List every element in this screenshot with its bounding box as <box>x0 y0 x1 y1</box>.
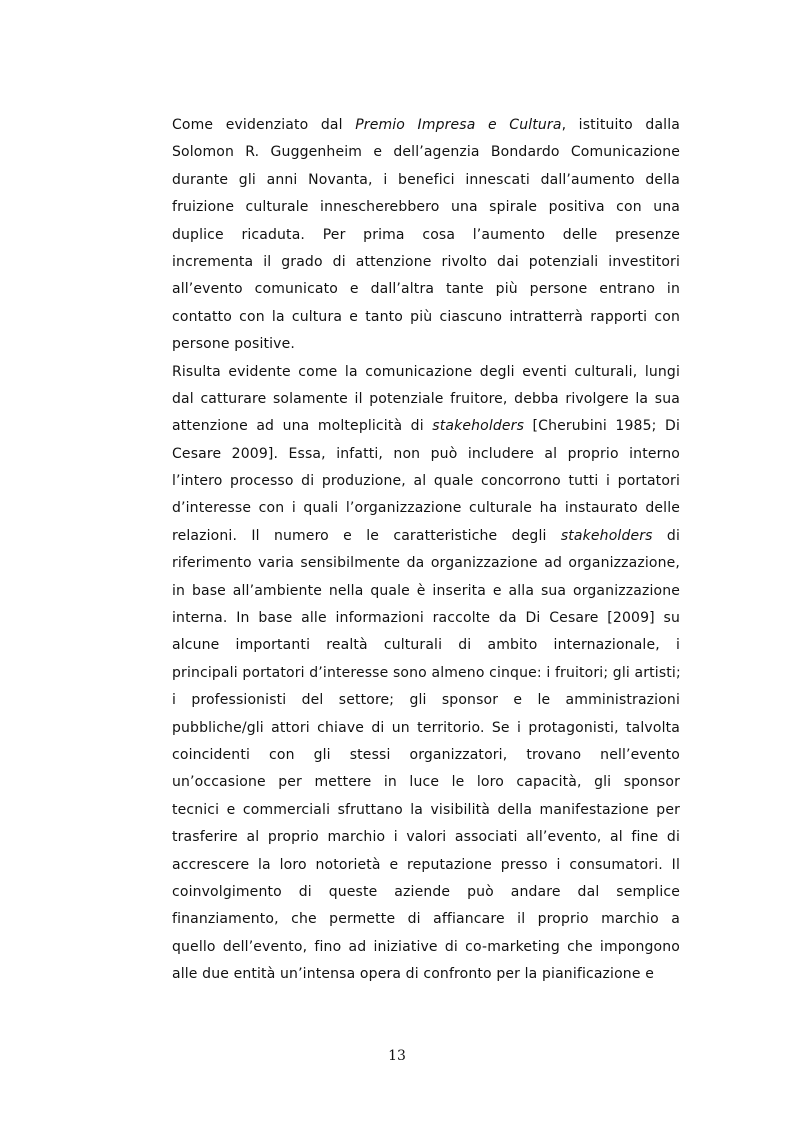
text-run: di <box>652 527 680 544</box>
text-run: pubbliche/gli attori chiave di un territorio. Se i protagonisti, talvolta <box>172 719 680 736</box>
text-run: finanziamento, che permette di affiancare il proprio marchio a <box>172 911 680 928</box>
text-run: dal catturare solamente il potenziale fruitore, debba rivolgere la sua <box>172 390 680 407</box>
text-run: all’evento comunicato e dall’altra tante più persone entrano in <box>172 281 680 298</box>
paragraph <box>172 359 680 989</box>
text-run: principali portatori d’interesse sono almeno cinque: i fruitori; gli artisti; <box>172 664 681 681</box>
italic-text-run: stakeholders <box>432 418 525 435</box>
text-run: alcune importanti realtà culturali di ambito internazionale, i <box>172 637 680 654</box>
text-run: riferimento varia sensibilmente da organizzazione ad organizzazione, <box>172 555 680 572</box>
text-line <box>172 468 680 495</box>
text-line <box>172 276 680 303</box>
text-run: , istituito dalla <box>561 117 680 133</box>
text-run: trasferire al proprio marchio i valori associati all’evento, al fine di <box>172 829 680 846</box>
body-text <box>172 112 680 989</box>
text-line <box>172 550 680 577</box>
text-line <box>172 386 680 413</box>
text-line <box>172 523 680 550</box>
text-run: [Cherubini 1985; Di <box>524 418 680 435</box>
text-run: persone positive. <box>172 336 295 353</box>
text-run: tecnici e commerciali sfruttano la visibilità della manifestazione per <box>172 801 680 818</box>
text-line <box>172 797 680 824</box>
text-line <box>172 961 680 988</box>
text-line <box>172 742 680 769</box>
text-line <box>172 304 680 331</box>
text-line <box>172 194 680 221</box>
text-line <box>172 441 680 468</box>
text-line <box>172 413 680 440</box>
text-run: attenzione ad una molteplicità di <box>172 418 433 435</box>
text-run: relazioni. Il numero e le caratteristiche degli <box>172 527 561 544</box>
text-line <box>172 331 680 358</box>
text-line <box>172 934 680 961</box>
text-run: duplice ricaduta. Per prima cosa l’aumento delle presenze <box>172 226 680 243</box>
text-run: l’intero processo di produzione, al quale concorrono tutti i portatori <box>172 473 680 490</box>
text-line <box>172 578 680 605</box>
text-line <box>172 769 680 796</box>
text-line <box>172 495 680 522</box>
text-line <box>172 112 680 139</box>
text-line <box>172 824 680 851</box>
text-run: incrementa il grado di attenzione rivolto dai potenziali investitori <box>172 253 680 270</box>
paragraph <box>172 112 680 359</box>
text-line <box>172 852 680 879</box>
italic-text-run: stakeholders <box>560 527 653 544</box>
text-run: durante gli anni Novanta, i benefici innescati dall’aumento della <box>172 171 680 188</box>
text-line <box>172 249 680 276</box>
text-line <box>172 879 680 906</box>
text-run: in base all’ambiente nella quale è inserita e alla sua organizzazione <box>172 582 680 599</box>
text-line <box>172 167 680 194</box>
text-run: coincidenti con gli stessi organizzatori, trovano nell’evento <box>172 746 680 763</box>
text-run: Risulta evidente come la comunicazione degli eventi culturali, lungi <box>172 363 680 380</box>
text-run: coinvolgimento di queste aziende può andare dal semplice <box>172 883 680 900</box>
text-run: quello dell’evento, fino ad iniziative di co-marketing che impongono <box>172 938 680 955</box>
text-line <box>172 906 680 933</box>
text-run: i professionisti del settore; gli sponsor e le amministrazioni <box>172 692 680 709</box>
text-line <box>172 359 680 386</box>
text-run: contatto con la cultura e tanto più ciascuno intratterrà rapporti con <box>172 308 680 325</box>
text-line <box>172 139 680 166</box>
text-line <box>172 660 680 687</box>
text-line <box>172 222 680 249</box>
text-line <box>172 632 680 659</box>
text-run: Come evidenziato dal <box>172 117 356 133</box>
text-run: accrescere la loro notorietà e reputazione presso i consumatori. Il <box>172 856 680 873</box>
text-run: d’interesse con i quali l’organizzazione culturale ha instaurato delle <box>172 500 680 517</box>
text-run: un’occasione per mettere in luce le loro capacità, gli sponsor <box>172 774 680 791</box>
text-line <box>172 605 680 632</box>
text-run: interna. In base alle informazioni raccolte da Di Cesare [2009] su <box>172 610 680 627</box>
text-run: Solomon R. Guggenheim e dell’agenzia Bondardo Comunicazione <box>172 144 680 161</box>
text-line <box>172 715 680 742</box>
text-run: Cesare 2009]. Essa, infatti, non può includere al proprio interno <box>172 445 680 462</box>
page-number: 13 <box>388 1048 406 1064</box>
text-run: fruizione culturale innescherebbero una spirale positiva con una <box>172 199 680 216</box>
text-run: alle due entità un’intensa opera di confronto per la pianificazione e <box>172 966 654 983</box>
italic-text-run: Premio Impresa e Cultura <box>355 117 562 133</box>
text-line <box>172 687 680 714</box>
